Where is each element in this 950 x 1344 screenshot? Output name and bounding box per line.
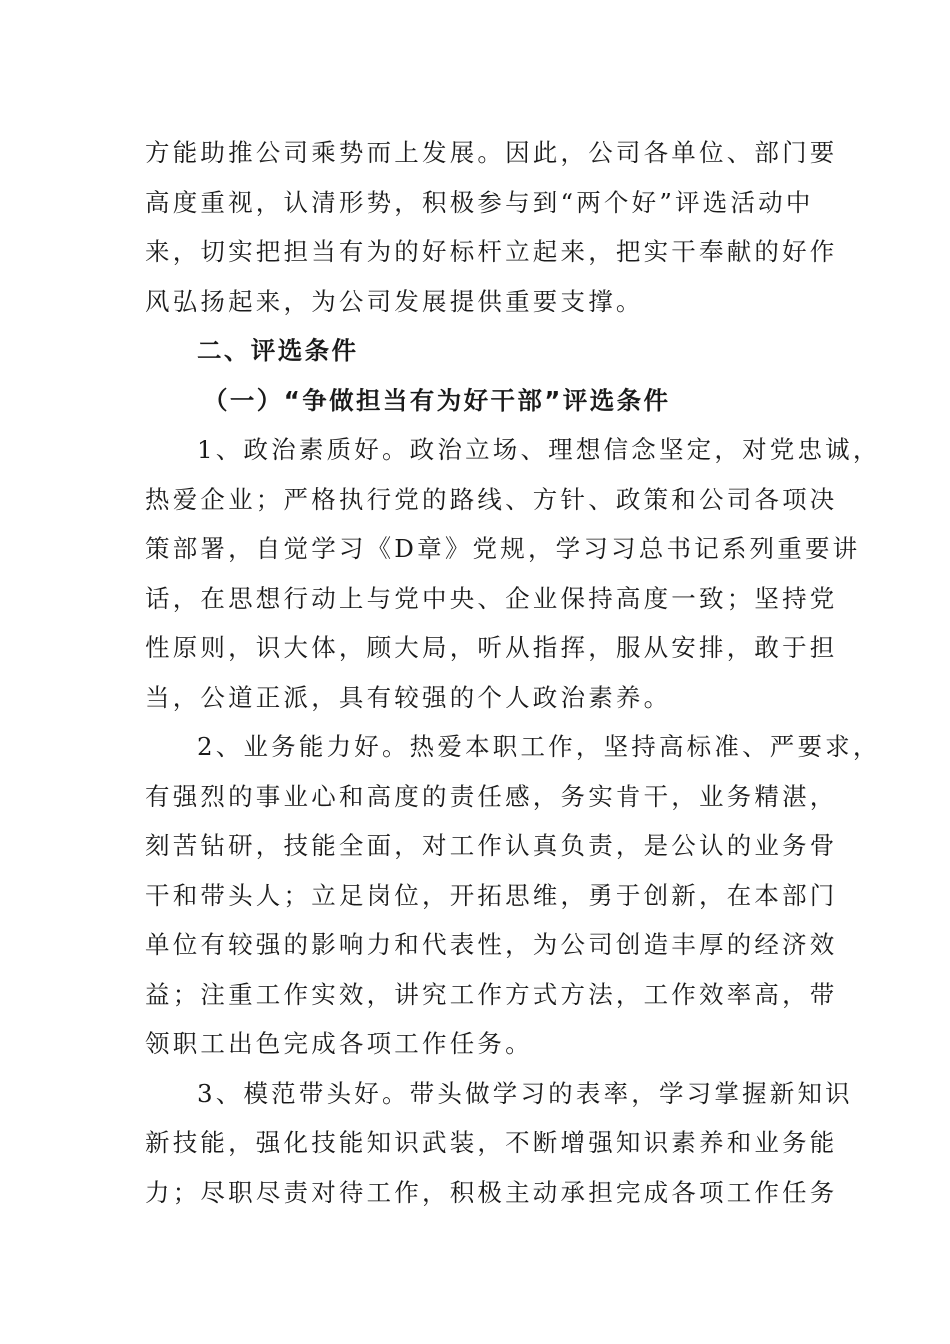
item2-line: 有强烈的事业心和高度的责任感，务实肯干，业务精湛， xyxy=(145,781,838,811)
item3-line: 力；尽职尽责对待工作，积极主动承担完成各项工作任务 xyxy=(145,1177,838,1207)
intro-line: 来，切实把担当有为的好标杆立起来，把实干奉献的好作 xyxy=(145,237,838,266)
item1-line: 当，公道正派，具有较强的个人政治素养。 xyxy=(145,682,672,712)
item1-line: 策部署，自觉学习《D章》党规，学习习总书记系列重要讲 xyxy=(145,534,861,563)
item1-line: 热爱企业；严格执行党的路线、方针、政策和公司各项决 xyxy=(145,484,838,514)
item1-line: 性原则，识大体，顾大局，听从指挥，服从安排，敢于担 xyxy=(145,633,838,662)
item3-line: 新技能，强化技能知识武装，不断增强知识素养和业务能 xyxy=(145,1128,838,1157)
section-heading: 二、评选条件 xyxy=(197,336,359,365)
document-body xyxy=(145,128,881,1217)
item1-line: 话，在思想行动上与党中央、企业保持高度一致；坚持党 xyxy=(145,583,838,613)
intro-line: 方能助推公司乘势而上发展。因此，公司各单位、部门要 xyxy=(145,138,838,167)
item1-line: 1、政治素质好。政治立场、理想信念坚定，对党忠诚， xyxy=(197,435,881,464)
item2-line: 益；注重工作实效，讲究工作方式方法，工作效率高，带 xyxy=(145,979,838,1009)
item2-line: 单位有较强的影响力和代表性，为公司创造丰厚的经济效 xyxy=(145,930,838,959)
item2-line: 领职工出色完成各项工作任务。 xyxy=(145,1029,533,1058)
subsection-heading: （一）“争做担当有为好干部”评选条件 xyxy=(203,385,671,415)
item2-line: 2、业务能力好。热爱本职工作，坚持高标准、严要求， xyxy=(197,732,881,761)
item2-line: 干和带头人；立足岗位，开拓思维，勇于创新，在本部门 xyxy=(145,880,838,910)
intro-line: 风弘扬起来，为公司发展提供重要支撑。 xyxy=(145,286,644,316)
item3-line: 3、模范带头好。带头做学习的表率，学习掌握新知识 xyxy=(197,1078,853,1108)
item2-line: 刻苦钻研，技能全面，对工作认真负责，是公认的业务骨 xyxy=(145,831,838,860)
intro-line: 高度重视，认清形势，积极参与到“两个好”评选活动中 xyxy=(145,187,814,217)
